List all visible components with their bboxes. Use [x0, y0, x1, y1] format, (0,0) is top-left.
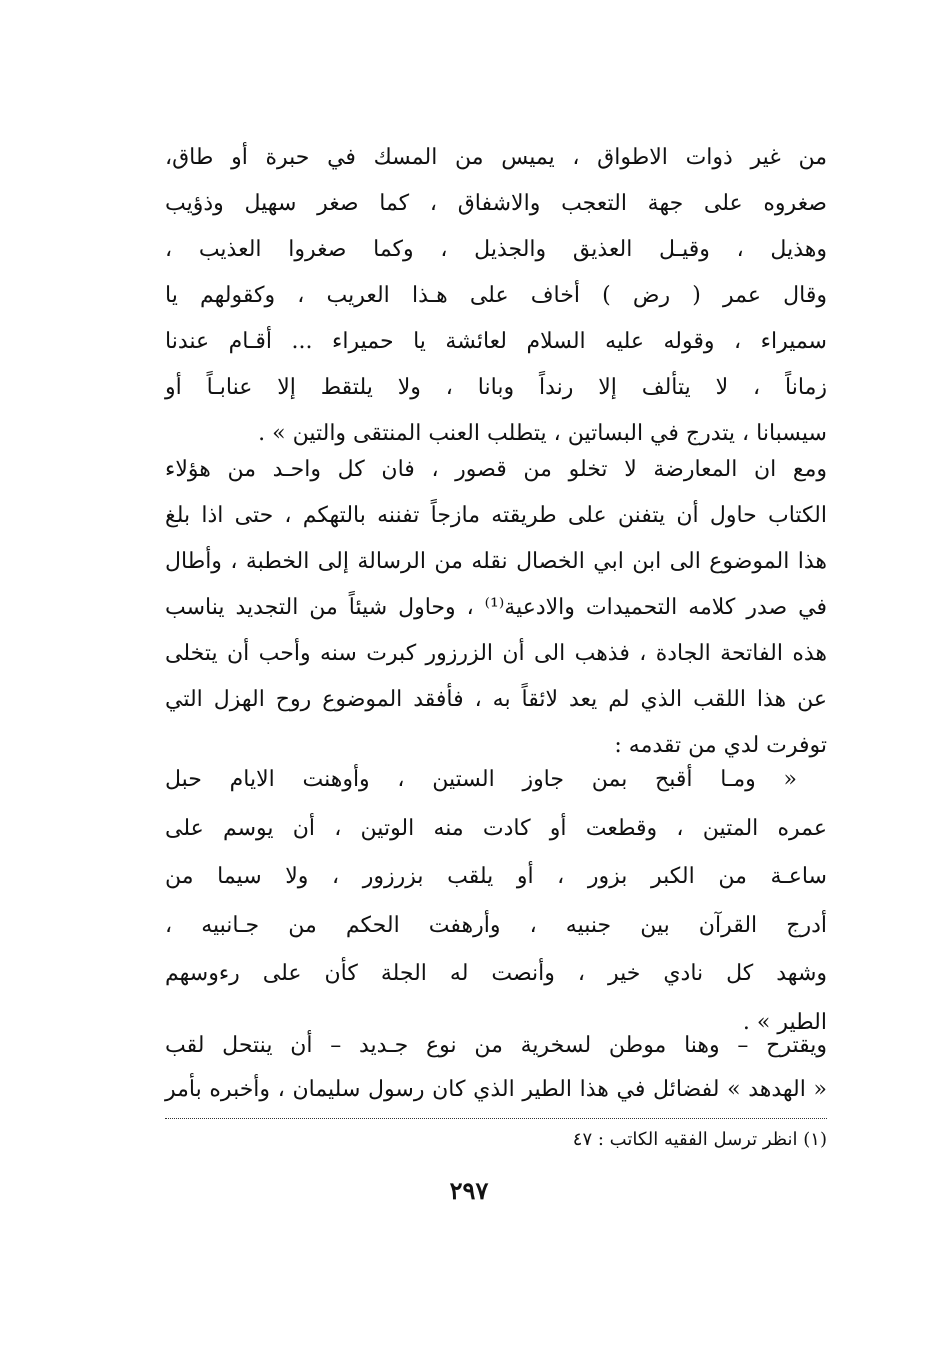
- text-line: الكتاب حاول أن يتفنن على طريقته مازجاً تفننه بالتهكم ، حتى اذا بلغ: [165, 503, 827, 528]
- text-line: توفرت لدي من تقدمه :: [614, 733, 827, 758]
- text-line: وقال عمر ( رض ) أخاف على هـذا العريب ، وكقولهم يا: [165, 283, 827, 308]
- text-line: أدرج القرآن بين جنبيه ، وأرهفت الحكم من جـانبيه ،: [165, 912, 827, 938]
- text-line: وشهد كل نادي خير ، وأنصت له الجلة كأن على رءوسهم: [165, 961, 827, 986]
- text-line: « الهدهد » لفضائل في هذا الطير الذي كان رسول سليمان ، وأخبره بأمر: [165, 1077, 827, 1102]
- text-line: صغروه على جهة التعجب والاشفاق ، كما صغر سهيل وذؤيب: [165, 191, 827, 216]
- text-line: « ومـا أقبح بمن جاوز الستين ، وأوهنت الايام حبل: [165, 767, 797, 792]
- text-line: ويقترح – وهنا موطن لسخرية من نوع جـديد – أن ينتحل لقب: [165, 1033, 827, 1058]
- text-line: ومع ان المعارضة لا تخلو من قصور ، فان كل واحـد من هؤلاء: [165, 457, 827, 482]
- footnote-divider: [165, 1118, 827, 1119]
- paragraph-1: [165, 135, 827, 457]
- text-line: عمره المتين ، وقطعت أو كادت منه الوتين ، أن يوسم على: [165, 815, 827, 841]
- text-line: سميراء ، وقوله عليه السلام لعائشة يا حميراء ... أقـام عندنا: [165, 329, 827, 354]
- text-line: في صدر كلامه التحميدات والادعية⁽¹⁾ ، وحاول شيئاً من التجديد يناسب: [165, 595, 827, 620]
- text-line: الطير » .: [742, 1009, 827, 1035]
- text-line: ساعـة من الكبر بزور ، أو يلقب بزرزور ، ولا سيما من: [165, 864, 827, 889]
- text-line: وهذيل ، وقيـل العذيق والجذيل ، وكما صغروا العذيب ،: [165, 237, 827, 262]
- footnote: (١) انظر ترسل الفقيه الكاتب : ٤٧: [572, 1129, 827, 1150]
- text-line: سيسبانا ، يتدرج في البساتين ، يتطلب العنب المنتقى والتين » .: [258, 421, 827, 446]
- text-line: هذا الموضوع الى ابن ابي الخصال نقله من الرسالة إلى الخطبة ، وأطال: [165, 549, 827, 574]
- paragraph-2: [165, 447, 827, 769]
- quotation-block: [165, 756, 827, 1047]
- text-line: عن هذا اللقب الذي لم يعد لائقاً به ، فأفقد الموضوع روح الهزل التي: [165, 687, 827, 712]
- page-number: ٢٩٧: [449, 1176, 489, 1205]
- text-line: هذه الفاتحة الجادة ، فذهب الى أن الزرزور كبرت سنه وأحب أن يتخلى: [165, 641, 827, 666]
- paragraph-4: [165, 1024, 827, 1112]
- text-line: من غير ذوات الاطواق ، يميس من المسك في حبرة أو طاق،: [165, 145, 827, 170]
- text-line: زماناً ، لا يتألف إلا رنداً وبانا ، ولا يلتقط إلا عنابـاً أو: [165, 375, 827, 400]
